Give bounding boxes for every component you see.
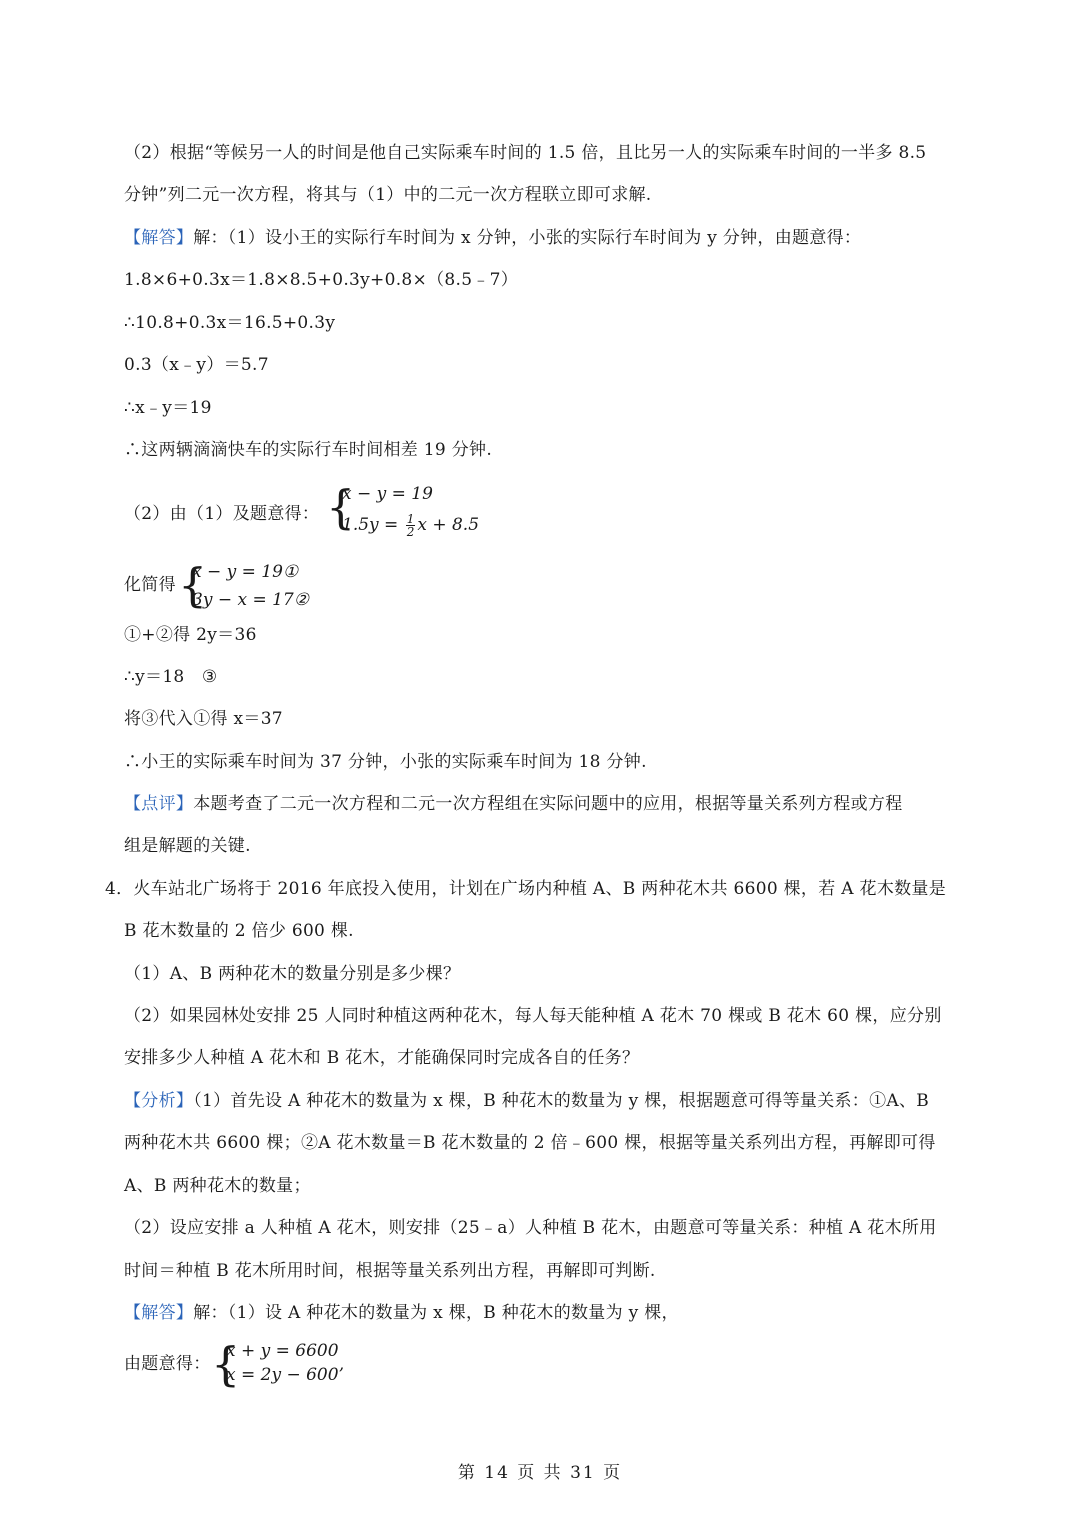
analysis-text: （1）首先设 A 种花木的数量为 x 棵，B 种花木的数量为 y 棵，根据题意可得等量关系：①A、B (193, 1091, 930, 1111)
comment-tag: 【点评】 (124, 794, 194, 814)
equation-line: 0.3（x﹣y）＝5.7 (124, 355, 269, 375)
answer-tag: 【解答】 (124, 228, 194, 248)
system-equation: 3y − x = 17② (192, 590, 309, 610)
analysis-line: （2）设应安排 a 人种植 A 花木，则安排（25﹣a）人种植 B 花木，由题意可等量关系：种植 A 花木所用 (124, 1218, 937, 1238)
fraction-denominator: 2 (406, 525, 415, 539)
step-line: ①+②得 2y＝36 (124, 625, 257, 645)
subquestion-line: （1）A、B 两种花木的数量分别是多少棵？ (124, 964, 461, 984)
system-equation: x − y = 19 (342, 484, 433, 504)
eq-left: 1.5y = (342, 515, 404, 535)
answer-text: 解：（1）设 A 种花木的数量为 x 棵，B 种花木的数量为 y 棵， (193, 1303, 679, 1323)
answer-text: 解：（1）设小王的实际行车时间为 x 分钟，小张的实际行车时间为 y 分钟，由题意得： (193, 228, 862, 248)
step-line: 将③代入①得 x＝37 (124, 709, 283, 729)
left-brace: { (326, 480, 356, 534)
fraction (406, 513, 416, 538)
text-line: 分钟”列二元一次方程，将其与（1）中的二元一次方程联立即可求解. (124, 185, 652, 205)
answer-line (124, 1301, 679, 1325)
system-label: 由题意得： (124, 1354, 211, 1374)
equation-line: ∴10.8+0.3x＝16.5+0.3y (124, 313, 336, 333)
subquestion-line: （2）如果园林处安排 25 人同时种植这两种花木，每人每天能种植 A 花木 70 棵或 B 花木 60 棵，应分别 (124, 1006, 942, 1026)
comment-line: 组是解题的关键. (124, 836, 251, 856)
question-line: 4．火车站北广场将于 2016 年底投入使用，计划在广场内种植 A、B 两种花木共 6600 棵，若 A 花木数量是 (105, 879, 947, 899)
step-line: ∴y＝18 ③ (124, 667, 218, 687)
eq-right: x + 8.5 (417, 515, 480, 535)
system-label: （2）由（1）及题意得： (124, 504, 320, 524)
fraction-numerator: 1 (406, 512, 415, 526)
equation-line: 1.8×6+0.3x＝1.8×8.5+0.3y+0.8×（8.5﹣7） (124, 270, 519, 290)
comment-line (124, 792, 903, 816)
answer-tag: 【解答】 (124, 1303, 194, 1323)
answer-line (124, 226, 861, 250)
system-equation: x − y = 19① (192, 562, 299, 582)
analysis-line: 两种花木共 6600 棵；②A 花木数量＝B 花木数量的 2 倍﹣600 棵，根据等量关系列出方程，再解即可得 (124, 1133, 936, 1153)
conclusion-line: ∴这两辆滴滴快车的实际行车时间相差 19 分钟. (124, 440, 493, 460)
question-line: B 花木数量的 2 倍少 600 棵. (124, 921, 354, 941)
left-brace: { (211, 1337, 241, 1391)
analysis-tag: 【分析】 (124, 1091, 194, 1111)
comment-text: 本题考查了二元一次方程和二元一次方程组在实际问题中的应用，根据等量关系列方程或方程 (193, 794, 903, 814)
system-equation (342, 513, 479, 538)
system-label: 化简得 (124, 575, 176, 595)
analysis-line (124, 1089, 929, 1113)
left-brace: { (178, 558, 208, 612)
subquestion-line: 安排多少人种植 A 花木和 B 花木，才能确保同时完成各自的任务？ (124, 1048, 640, 1068)
page-footer: 第 14 页 共 31 页 (457, 1463, 623, 1483)
system-equation: x = 2y − 600’ (226, 1365, 344, 1385)
analysis-line: A、B 两种花木的数量； (124, 1176, 311, 1196)
system-equation: x + y = 6600 (226, 1341, 339, 1361)
equation-line: ∴x﹣y＝19 (124, 398, 212, 418)
analysis-line: 时间＝种植 B 花木所用时间，根据等量关系列出方程，再解即可判断. (124, 1261, 656, 1281)
conclusion-line: ∴小王的实际乘车时间为 37 分钟，小张的实际乘车时间为 18 分钟. (124, 752, 647, 772)
text-line: （2）根据“等候另一人的时间是他自己实际乘车时间的 1.5 倍，且比另一人的实际乘车时间的一半多 8.5 (124, 143, 927, 163)
